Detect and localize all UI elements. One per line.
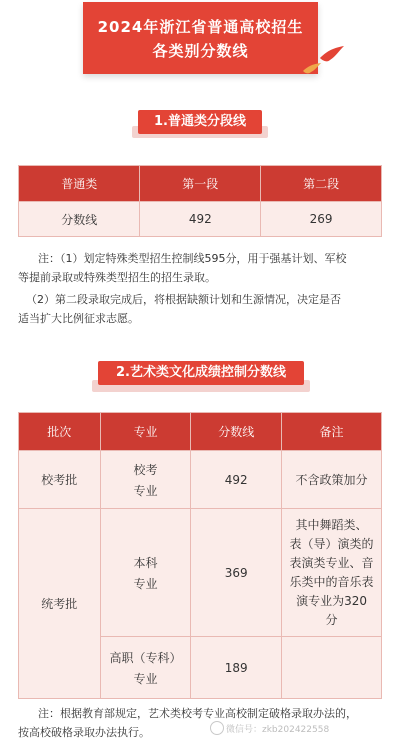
major-cell: [100, 509, 191, 637]
table-header: 批次: [19, 413, 101, 451]
table-header: 分数线: [191, 413, 282, 451]
note-line: 注：根据教育部规定，艺术类校考专业高校制定破格录取办法的，: [38, 707, 357, 720]
batch-cell: 统考批: [19, 509, 101, 699]
dove-icon-small: [302, 62, 322, 76]
note-line: 按高校破格录取办法执行。: [18, 726, 150, 739]
note-line: 其中舞蹈类、: [295, 517, 368, 532]
note-line: 注：（1）划定特殊类型招生控制线595分，用于强基计划、军校: [38, 252, 347, 265]
major-line: 专业: [133, 576, 158, 591]
major-cell: [100, 451, 191, 509]
note-line: 表演类专业、音: [289, 555, 374, 570]
table-header: 专业: [100, 413, 191, 451]
note-line: 等提前录取或特殊类型招生的招生录取。: [18, 271, 216, 284]
note-cell: [282, 509, 382, 637]
title-banner: [83, 2, 318, 74]
major-line: 校考: [133, 462, 158, 477]
table-cell: 492: [140, 202, 261, 237]
table-cell: 269: [261, 202, 382, 237]
table-header: 普通类: [19, 166, 140, 202]
section2-heading: 2.艺术类文化成绩控制分数线: [98, 361, 304, 385]
wechat-icon: [210, 721, 224, 735]
score-cell: 189: [191, 637, 282, 699]
section2-table: [18, 412, 382, 699]
note-line: 乐类中的音乐表: [289, 574, 374, 589]
major-cell: [100, 637, 191, 699]
score-cell: 492: [191, 451, 282, 509]
batch-cell: 校考批: [19, 451, 101, 509]
section1-notes: [18, 249, 388, 328]
note-line: （2）第二段录取完成后，将根据缺额计划和生源情况，决定是否: [26, 293, 341, 306]
table-header: 第一段: [140, 166, 261, 202]
note-cell: 不含政策加分: [282, 451, 382, 509]
title-line-2: 各类别分数线: [152, 42, 249, 60]
major-line: 专业: [133, 671, 158, 686]
score-cell: 369: [191, 509, 282, 637]
note-line: 表（导）演类的: [289, 536, 374, 551]
major-line: 高职（专科）: [109, 650, 182, 665]
major-line: 本科: [133, 555, 158, 570]
table-header: 备注: [282, 413, 382, 451]
note-cell: [282, 637, 382, 699]
section2-notes: [18, 704, 388, 742]
note-line: 适当扩大比例征求志愿。: [18, 312, 139, 325]
note-line: 分: [325, 612, 338, 627]
dove-icon: [318, 44, 346, 66]
note-line: 演专业为320: [296, 593, 367, 608]
table-cell: 分数线: [19, 202, 140, 237]
section1-heading: 1.普通类分段线: [138, 110, 262, 134]
section1-table: [18, 165, 382, 237]
watermark: 微信号：zkb202422558: [226, 725, 330, 735]
title-line-1: 2024年浙江省普通高校招生: [97, 18, 304, 36]
major-line: 专业: [133, 483, 158, 498]
table-header: 第二段: [261, 166, 382, 202]
